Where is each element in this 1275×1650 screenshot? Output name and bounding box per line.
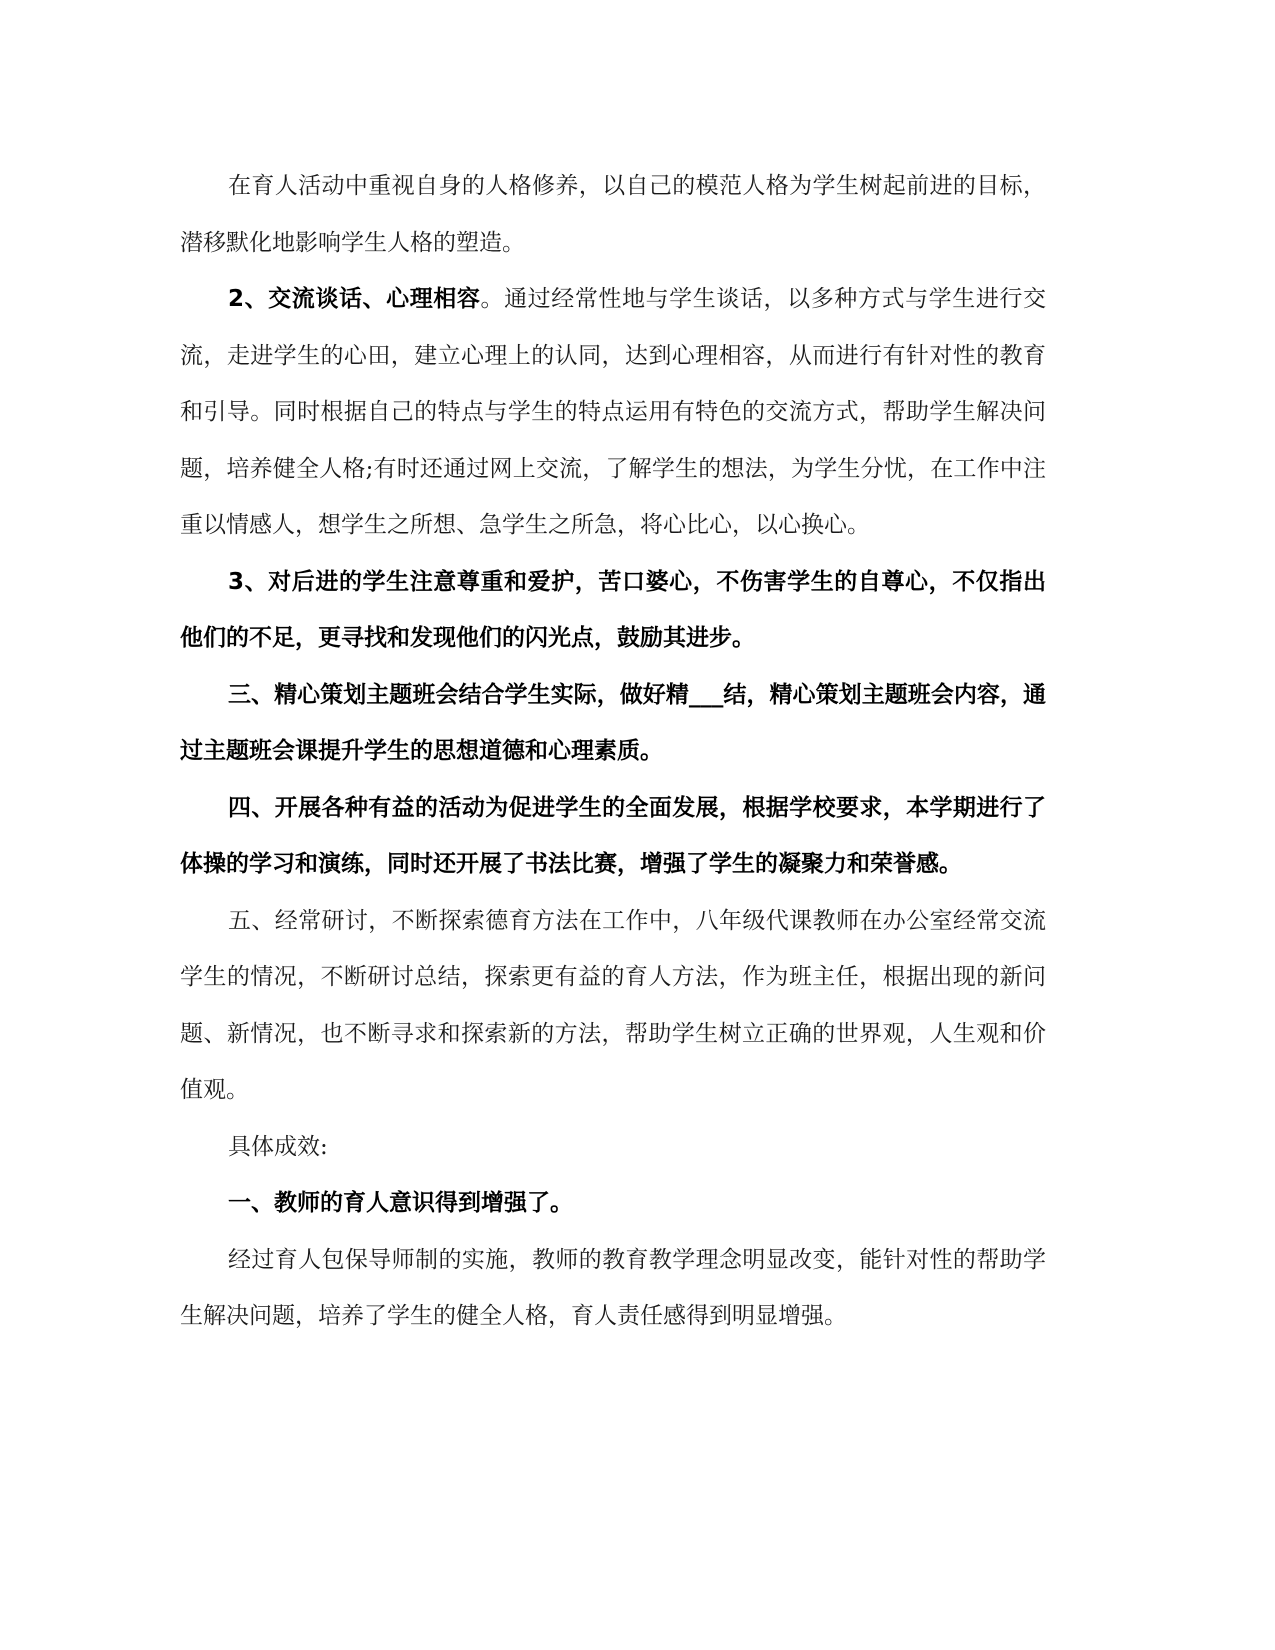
paragraph-1: 在育人活动中重视自身的人格修养，以自己的模范人格为学生树起前进的目标，潜移默化地影响学生人格的塑造。 — [180, 173, 1046, 256]
section-4-heading: 四、开展各种有益的活动为促进学生的全面发展，根据学校要求，本学期进行了体操的学习和演练，同时还开展了书法比赛，增强了学生的凝聚力和荣誉感。 — [180, 794, 1046, 877]
result-1-paragraph: 经过育人包保导师制的实施，教师的教育教学理念明显改变，能针对性的帮助学生解决问题，培养了学生的健全人格，育人责任感得到明显增强。 — [180, 1246, 1046, 1329]
paragraph-2-heading: 2、交流谈话、心理相容 — [228, 286, 481, 312]
paragraph-3: 3、对后进的学生注意尊重和爱护，苦口婆心，不伤害学生的自尊心，不仅指出他们的不足，更寻找和发现他们的闪光点，鼓励其进步。 — [180, 568, 1046, 651]
section-3-heading: 三、精心策划主题班会结合学生实际，做好精___结，精心策划主题班会内容，通过主题班会课提升学生的思想道德和心理素质。 — [180, 681, 1046, 764]
paragraph-2-body: 。通过经常性地与学生谈话，以多种方式与学生进行交流，走进学生的心田，建立心理上的认同，达到心理相容，从而进行有针对性的教育和引导。同时根据自己的特点与学生的特点运用有特色的交流方式，帮助学生解决问题，培养健全人格;有时还通过网上交流，了解学生的想法，为学生分忧，在工作中注重以情感人，想学生之所想、急学生之所急，将心比心，以心换心。 — [180, 286, 1047, 538]
paragraph-2 — [180, 271, 1046, 554]
section-5-paragraph: 五、经常研讨，不断探索德育方法在工作中，八年级代课教师在办公室经常交流学生的情况，不断研讨总结，探索更有益的育人方法，作为班主任，根据出现的新问题、新情况，也不断寻求和探索新的方法，帮助学生树立正确的世界观，人生观和价值观。 — [180, 907, 1046, 1103]
results-label: 具体成效: — [228, 1133, 328, 1160]
document-page — [180, 158, 1046, 1345]
result-1-heading: 一、教师的育人意识得到增强了。 — [228, 1190, 573, 1216]
